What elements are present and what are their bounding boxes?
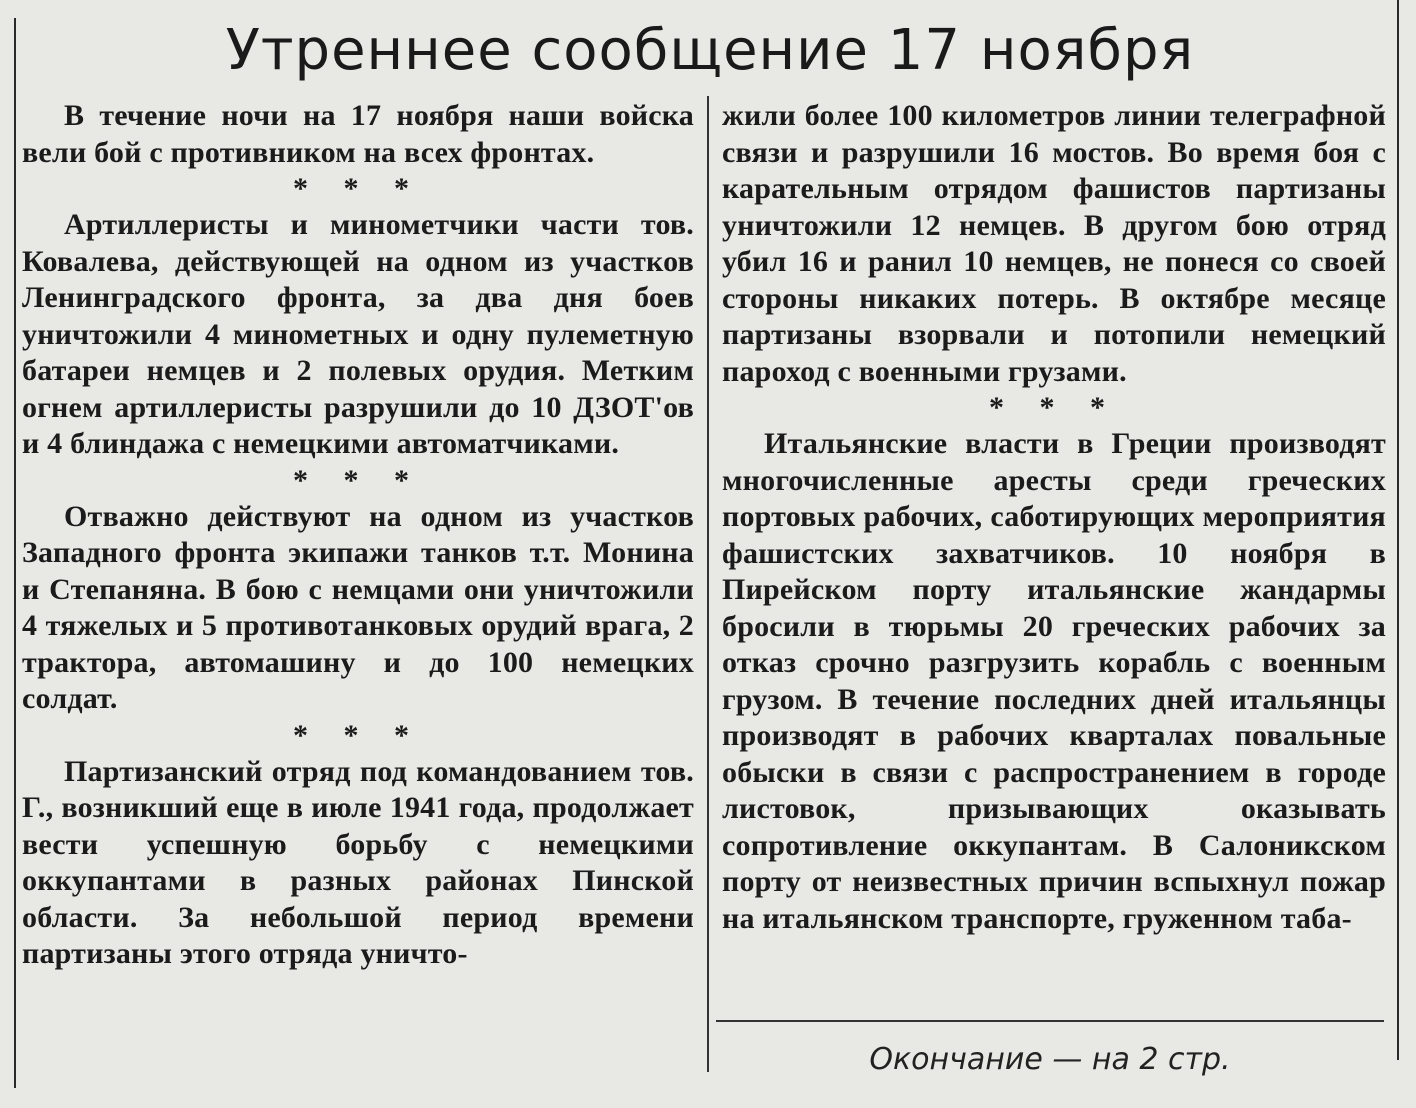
separator-stars: * * *: [293, 172, 423, 205]
page-border-left: [14, 18, 16, 1088]
report-tank-crews: Отважно действуют на одном из участков Западного фронта экипажи танков т.т. Монина и Степаняна. В бою с немцами они уничтожили 4 тяжелых и 5 противотанковых орудий врага, 2 трактора, автомашину и до 100 немецких солдат.: [22, 499, 694, 715]
separator-stars: * * *: [293, 463, 423, 497]
page-border-right: [1397, 0, 1399, 1060]
continued-on-page-note: Окончание — на 2 стр.: [869, 1042, 1231, 1077]
report-partisans-continued: жили более 100 километров линии телеграфной связи и разрушили 16 мостов. Во время боя с карательным отрядом фашистов партизаны уничтожили 12 немцев. В другом бою отряд убил 16 и ранил 10 немцев, не понеся со своей стороны никаких потерь. В октябре месяце партизаны взорвали и потопили немецкий пароход с военными грузами.: [722, 99, 1386, 388]
report-partisans: Партизанский отряд под командованием тов. Г., возникший еще в июле 1941 года, продолжает вести успешную борьбу с немецкими оккупантами в разных районах Пинской области. За небольшой период времени партизаны этого отряда уничто-: [22, 754, 694, 970]
headline: Утреннее сообщение 17 ноября: [225, 18, 1195, 83]
report-greece: Итальянские власти в Греции производят многочисленные аресты среди греческих портовых рабочих, саботирующих мероприятия фашистских захватчиков. 10 ноября в Пирейском порту итальянские жандармы бросили в тюрьмы 20 греческих рабочих за отказ срочно разгрузить корабль с военным грузом. В течение последних дней итальянцы производят в рабочих кварталах повальные обыски в связи с распространением в городе листовок, призывающих оказывать сопротивление оккупантам. В Салоникском порту от неизвестных причин вспыхнул пожар на итальянском транспорте, груженном таба-: [722, 427, 1386, 935]
continuation-rule: [716, 1020, 1384, 1022]
report-night-summary: В течение ночи на 17 ноября наши войска вели бой с противником на всех фронтах.: [22, 99, 694, 169]
column-divider: [707, 96, 709, 1072]
right-column: [722, 98, 1386, 937]
left-column: [22, 98, 694, 973]
report-artillery: Артиллеристы и минометчики части тов. Ковалева, действующей на одном из участков Ленинградского фронта, за два дня боев уничтожили 4 минометных и одну пулеметную батареи немцев и 2 полевых орудия. Метким огнем артиллеристы разрушили до 10 ДЗОТ'ов и 4 блиндажа с немецкими автоматчиками.: [22, 208, 694, 460]
separator-stars: * * *: [293, 718, 423, 752]
separator-stars: * * *: [989, 391, 1119, 424]
